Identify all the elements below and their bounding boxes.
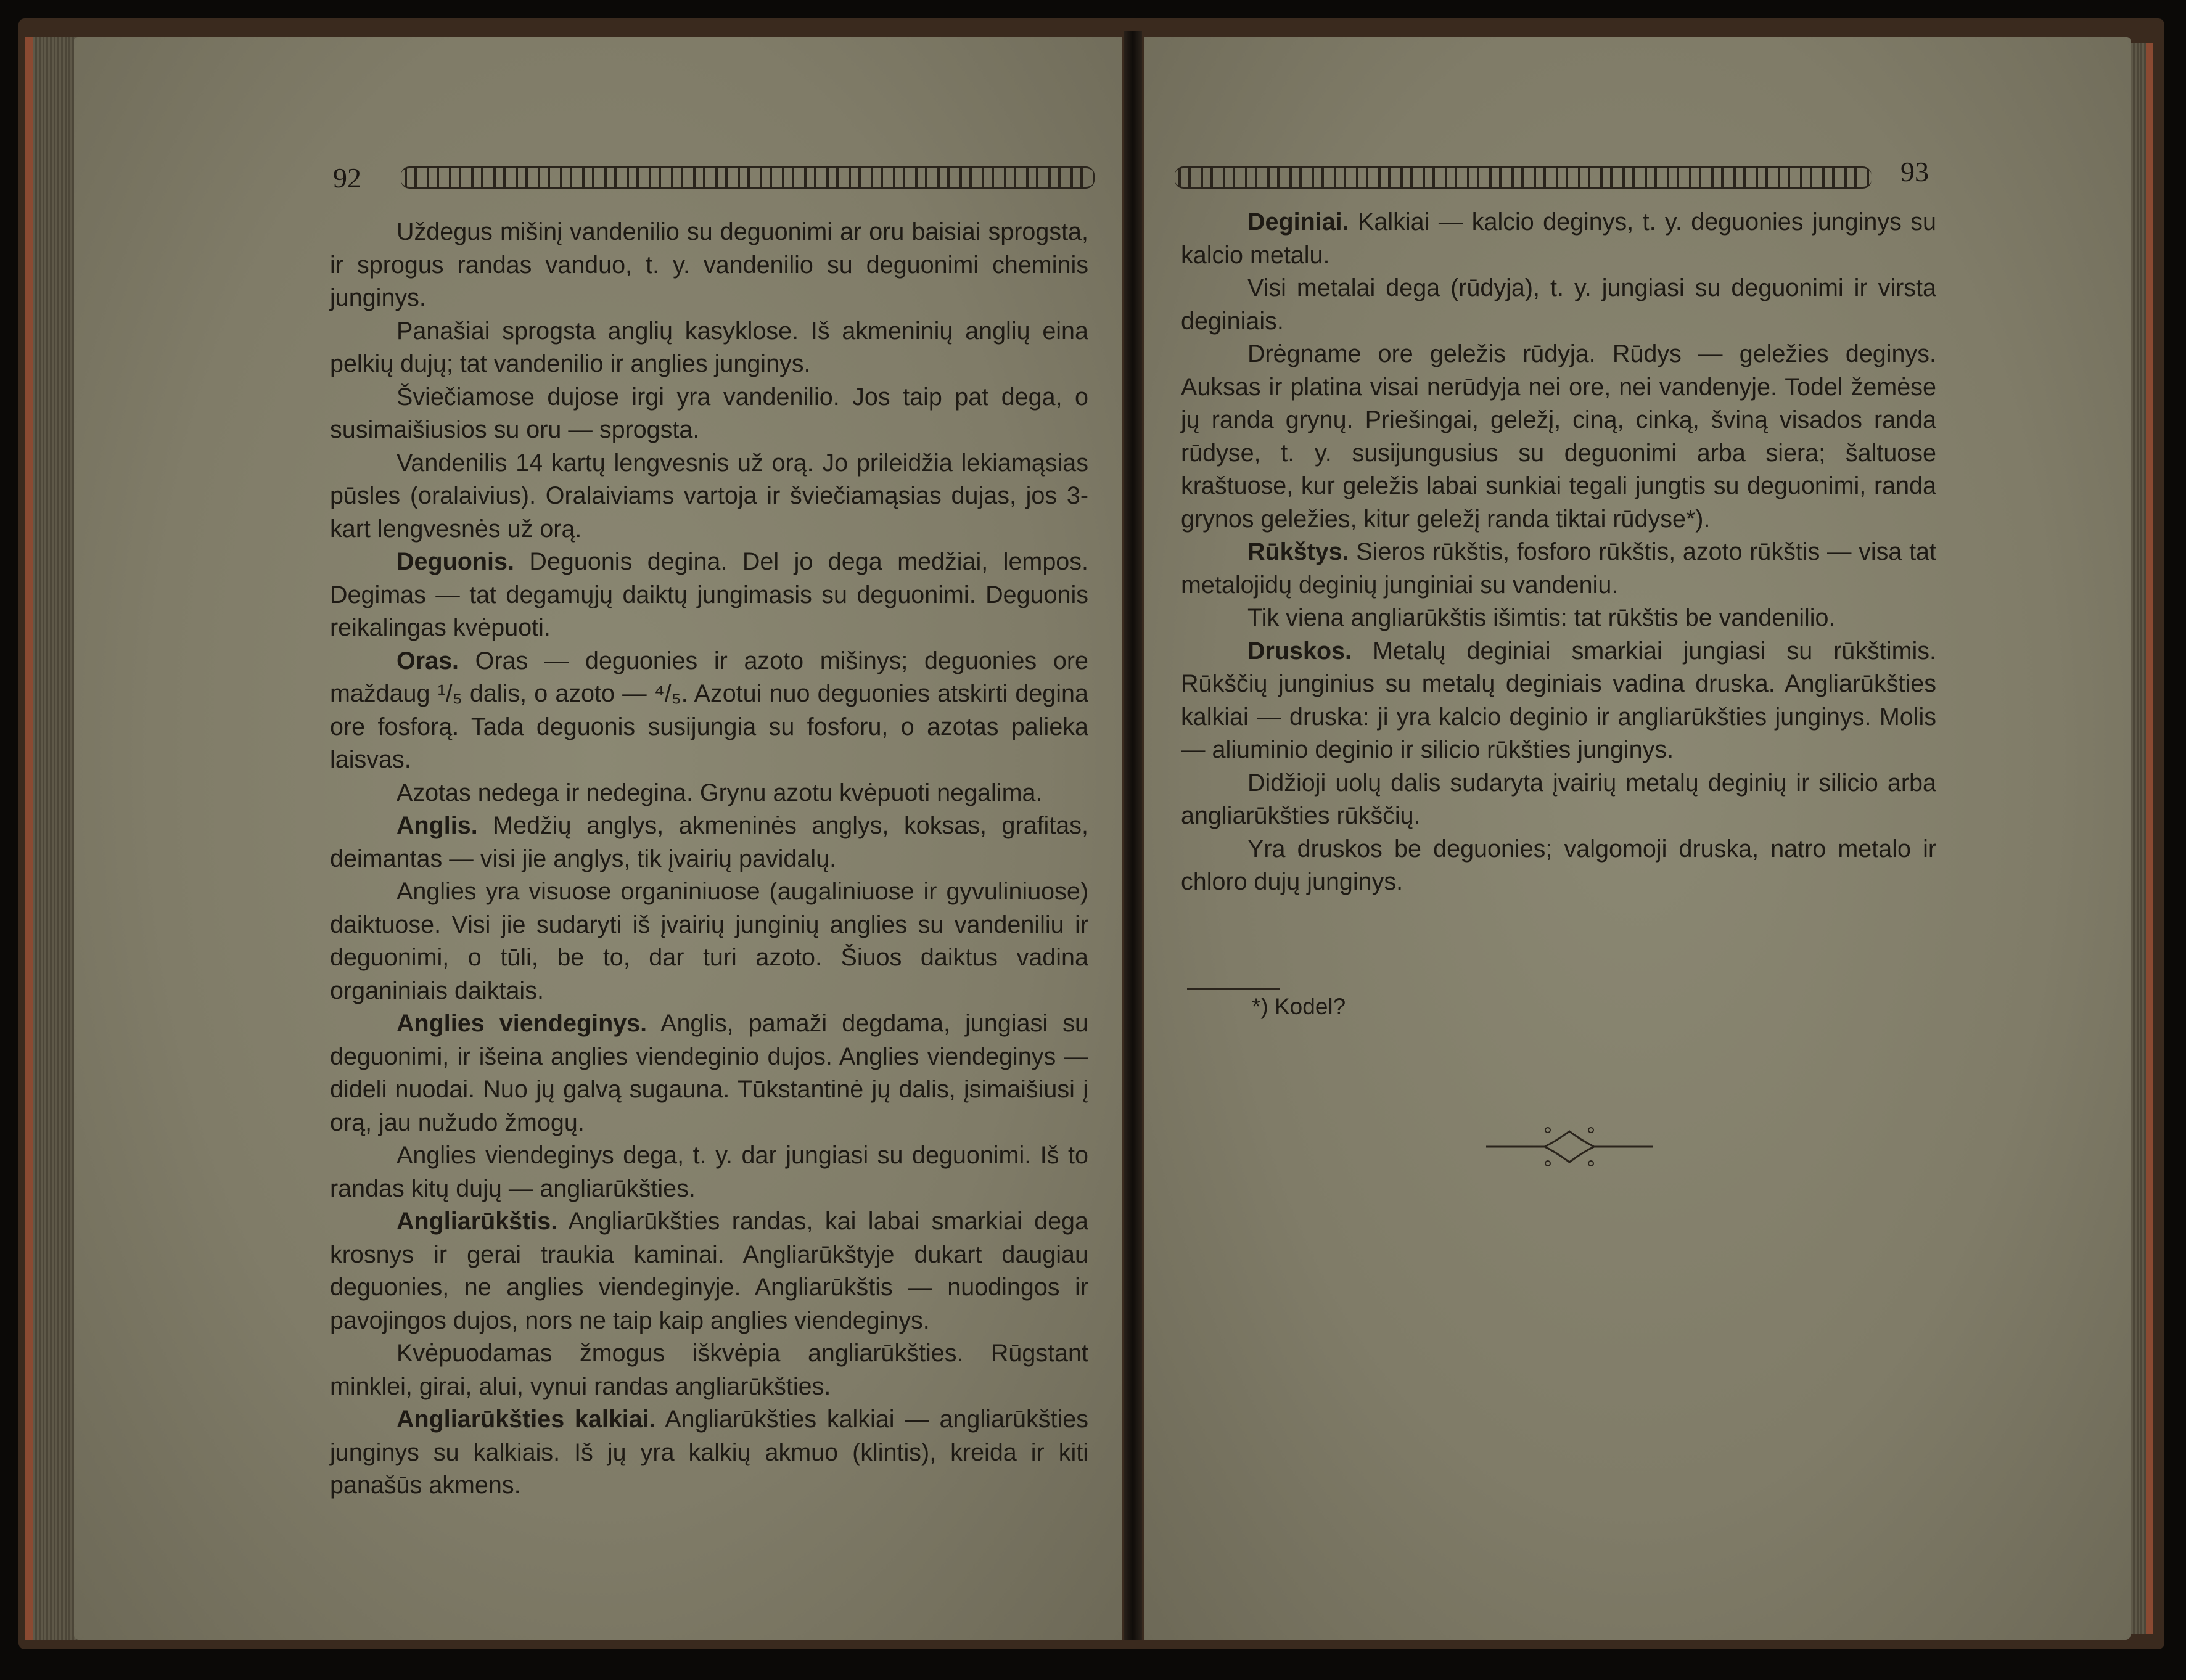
paragraph-text: Angliarūkšties randas, kai labai smarkiai dega krosnys ir gerai traukia kaminai. Angliarūkštyje dukart daugiau deguonies, ne anglies viendeginyje. Angliarūkštis — nuodingos ir pavojingos dujos, nors ne taip kaip anglies viendeginys. bbox=[330, 1208, 1088, 1334]
page-number-left: 92 bbox=[333, 162, 361, 194]
paragraph-text: Anglis, pamaži degdama, jungiasi su deguonimi, ir išeina anglies viendeginio dujos. Anglies viendeginys — dideli nuodai. Nuo jų galvą sugauna. Tūkstantinė jų dalis, įsimaišiusi į orą, jau nužudo žmogų. bbox=[330, 1010, 1088, 1136]
paragraph-text: Deguonis degina. Del jo dega medžiai, lempos. Degimas — tat degamųjų daiktų jungimasis su deguonimi. Deguonis reikalingas kvėpuoti. bbox=[330, 548, 1088, 641]
paragraph-text: Medžių anglys, akmeninės anglys, koksas, grafitas, deimantas — visi jie anglys, tik įvairių pavidalų. bbox=[330, 812, 1088, 872]
paragraph bbox=[330, 777, 1088, 810]
paragraph-heading: Deguonis. bbox=[397, 548, 514, 575]
paragraph-text: Uždegus mišinį vandenilio su deguonimi ar oru baisiai sprogsta, ir sprogus randas vanduo, t. y. vandenilio su deguonimi cheminis junginys. bbox=[330, 218, 1088, 311]
paragraph-text: Tik viena angliarūkštis išimtis: tat rūkštis be vandenilio. bbox=[1247, 604, 1836, 631]
paragraph bbox=[330, 1007, 1088, 1139]
paragraph bbox=[1181, 602, 1936, 635]
paragraph-text: Kvėpuodamas žmogus iškvėpia angliarūkšties. Rūgstant minklei, girai, alui, vynui randas angliarūkšties. bbox=[330, 1340, 1088, 1400]
paragraph-text: Drėgname ore geležis rūdyja. Rūdys — geležies deginys. Auksas ir platina visai nerūdyja nei ore, nei vandenyje. Todel žemėse jų randa grynų. Priešingai, geležį, ciną, cinką, šviną visados randa rūdyse, t. y. susijungusius su deguonimi arba siera; šaltuose kraštuose, kur geležis labai sunkiai tegali jungtis su deguonimi, randa grynos geležies, kitur geležį randa tiktai rūdyse*). bbox=[1181, 340, 1936, 533]
paragraph bbox=[330, 315, 1088, 381]
paragraph bbox=[1181, 635, 1936, 767]
paragraph-text: Metalų deginiai smarkiai jungiasi su rūkštimis. Rūkščių junginius su metalų deginiais vadina druska. Angliarūkšties kalkiai — druska: ji yra kalcio deginio ir angliarūkšties junginys. Molis — aliuminio deginio ir silicio rūkšties junginys. bbox=[1181, 637, 1936, 763]
tailpiece-ornament bbox=[1486, 1119, 1653, 1168]
paragraph-heading: Anglis. bbox=[397, 812, 478, 839]
paragraph-text: Oras — deguonies ir azoto mišinys; deguonies ore maždaug ¹/₅ dalis, o azoto — ⁴/₅. Azotui nuo deguonies atskirti degina ore fosforą. Tada deguonis susijungia su fosforu, o azotas palieka laisvas. bbox=[330, 647, 1088, 773]
paragraph-text: Yra druskos be deguonies; valgomoji druska, natro metalo ir chloro dujų junginys. bbox=[1181, 835, 1936, 895]
paragraph bbox=[1181, 536, 1936, 602]
footnote: *) Kodel? bbox=[1252, 994, 1346, 1019]
paragraph-heading: Deginiai. bbox=[1247, 208, 1349, 236]
paragraph bbox=[330, 1205, 1088, 1337]
paragraph-text: Anglies viendeginys dega, t. y. dar jungiasi su deguonimi. Iš to randas kitų dujų — angliarūkšties. bbox=[330, 1142, 1088, 1202]
paragraph-heading: Oras. bbox=[397, 647, 459, 674]
paragraph-heading: Anglies viendeginys. bbox=[397, 1010, 647, 1037]
header-ornament-left bbox=[401, 166, 1095, 189]
paragraph-text: Vandenilis 14 kartų lengvesnis už orą. Jo prileidžia lekiamąsias pūsles (oralaivius). Oralaiviams vartoja ir šviečiamąsias dujas, jos 3-kart lengvesnės už orą. bbox=[330, 449, 1088, 543]
paragraph bbox=[1181, 338, 1936, 536]
footnote-rule bbox=[1187, 988, 1280, 990]
paragraph-text: Anglies yra visuose organiniuose (augaliniuose ir gyvuliniuose) daiktuose. Visi jie sudaryti iš įvairių junginių anglies su vandeniliu ir deguonimi, o tūli, be to, dar turi azoto. Šiuos daiktus vadina organiniais daiktais. bbox=[330, 878, 1088, 1004]
paragraph bbox=[330, 1403, 1088, 1502]
paragraph bbox=[1181, 833, 1936, 899]
paragraph-heading: Angliarūkšties kalkiai. bbox=[397, 1406, 656, 1433]
paragraph bbox=[330, 216, 1088, 315]
page-number-right: 93 bbox=[1900, 156, 1929, 187]
paragraph bbox=[1181, 767, 1936, 833]
paragraph-heading: Druskos. bbox=[1247, 637, 1352, 665]
paragraph-text: Panašiai sprogsta anglių kasyklose. Iš akmeninių anglių eina pelkių dujų; tat vandenilio ir anglies junginys. bbox=[330, 317, 1088, 377]
paragraph bbox=[330, 447, 1088, 546]
paragraph bbox=[1181, 272, 1936, 338]
right-page-text bbox=[1181, 206, 1936, 899]
book-spine bbox=[1124, 31, 1142, 1640]
paragraph bbox=[330, 381, 1088, 447]
left-page-text bbox=[330, 216, 1088, 1502]
paragraph bbox=[330, 875, 1088, 1007]
header-ornament-right bbox=[1175, 166, 1872, 189]
paragraph-text: Sieros rūkštis, fosforo rūkštis, azoto rūkštis — visa tat metalojidų deginių junginiai su vandeniu. bbox=[1181, 538, 1936, 599]
paragraph bbox=[330, 645, 1088, 777]
paragraph-text: Visi metalai dega (rūdyja), t. y. jungiasi su deguonimi ir virsta deginiais. bbox=[1181, 274, 1936, 335]
paragraph-heading: Rūkštys. bbox=[1247, 538, 1349, 565]
paragraph bbox=[330, 1139, 1088, 1205]
paragraph-text: Šviečiamose dujose irgi yra vandenilio. Jos taip pat dega, o susimaišiusios su oru — sprogsta. bbox=[330, 383, 1088, 443]
paragraph-text: Kalkiai — kalcio deginys, t. y. deguonies junginys su kalcio metalu. bbox=[1181, 208, 1936, 269]
paragraph bbox=[1181, 206, 1936, 272]
paragraph-text: Didžioji uolų dalis sudaryta įvairių metalų deginių ir silicio arba angliarūkšties rūkščių. bbox=[1181, 769, 1936, 829]
paragraph bbox=[330, 546, 1088, 645]
paragraph bbox=[330, 1337, 1088, 1403]
paragraph-text: Azotas nedega ir nedegina. Grynu azotu kvėpuoti negalima. bbox=[397, 779, 1043, 806]
paragraph bbox=[330, 809, 1088, 875]
paragraph-heading: Angliarūkštis. bbox=[397, 1208, 558, 1235]
paragraph-text: Angliarūkšties kalkiai — angliarūkšties junginys su kalkiais. Iš jų yra kalkių akmuo (klintis), kreida ir kiti panašūs akmens. bbox=[330, 1406, 1089, 1499]
